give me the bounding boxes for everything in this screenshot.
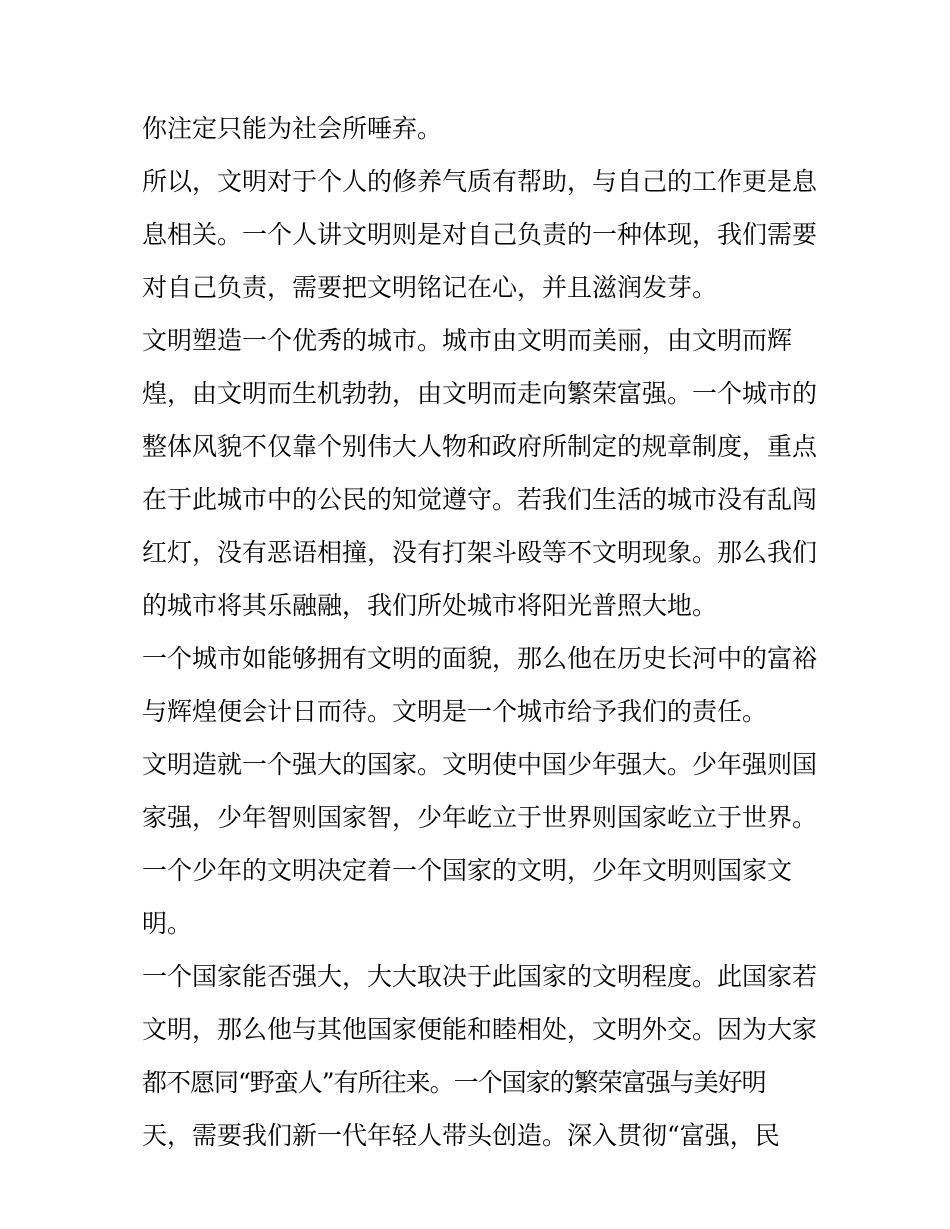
text-line: 的城市将其乐融融，我们所处城市将阳光普照大地。 xyxy=(142,591,718,620)
text-line: 文明塑造一个优秀的城市。城市由文明而美丽，由文明而辉 xyxy=(142,326,793,355)
document-body xyxy=(142,102,822,1162)
text-line: 对自己负责，需要把文明铭记在心，并且滋润发芽。 xyxy=(142,273,718,302)
text-line: 红灯，没有恶语相撞，没有打架斗殴等不文明现象。那么我们 xyxy=(142,538,818,567)
text-line: 明。 xyxy=(142,909,193,938)
paragraph-4 xyxy=(142,632,822,738)
text-line: 都不愿同“野蛮人”有所往来。一个国家的繁荣富强与美好明 xyxy=(142,1068,766,1097)
text-line: 文明造就一个强大的国家。文明使中国少年强大。少年强则国 xyxy=(142,750,818,779)
text-line: 家强，少年智则国家智，少年屹立于世界则国家屹立于世界。 xyxy=(142,803,818,832)
paragraph-5 xyxy=(142,738,822,950)
text-line: 与辉煌便会计日而待。文明是一个城市给予我们的责任。 xyxy=(142,697,768,726)
text-line: 所以，文明对于个人的修养气质有帮助，与自己的工作更是息 xyxy=(142,167,818,196)
text-line: 一个少年的文明决定着一个国家的文明，少年文明则国家文 xyxy=(142,856,793,885)
text-line: 一个城市如能够拥有文明的面貌，那么他在历史长河中的富裕 xyxy=(142,644,818,673)
text-line: 文明，那么他与其他国家便能和睦相处，文明外交。因为大家 xyxy=(142,1015,818,1044)
paragraph-2 xyxy=(142,155,822,314)
text-line: 你注定只能为社会所唾弃。 xyxy=(142,114,443,143)
paragraph-1 xyxy=(142,102,822,155)
paragraph-6 xyxy=(142,950,822,1162)
text-line: 煌，由文明而生机勃勃，由文明而走向繁荣富强。一个城市的 xyxy=(142,379,818,408)
text-line: 一个国家能否强大，大大取决于此国家的文明程度。此国家若 xyxy=(142,962,818,991)
text-line: 在于此城市中的公民的知觉遵守。若我们生活的城市没有乱闯 xyxy=(142,485,818,514)
text-line: 息相关。一个人讲文明则是对自己负责的一种体现，我们需要 xyxy=(142,220,818,249)
paragraph-3 xyxy=(142,314,822,632)
text-line: 整体风貌不仅靠个别伟大人物和政府所制定的规章制度，重点 xyxy=(142,432,818,461)
text-line: 天，需要我们新一代年轻人带头创造。深入贯彻“富强，民 xyxy=(142,1121,780,1150)
